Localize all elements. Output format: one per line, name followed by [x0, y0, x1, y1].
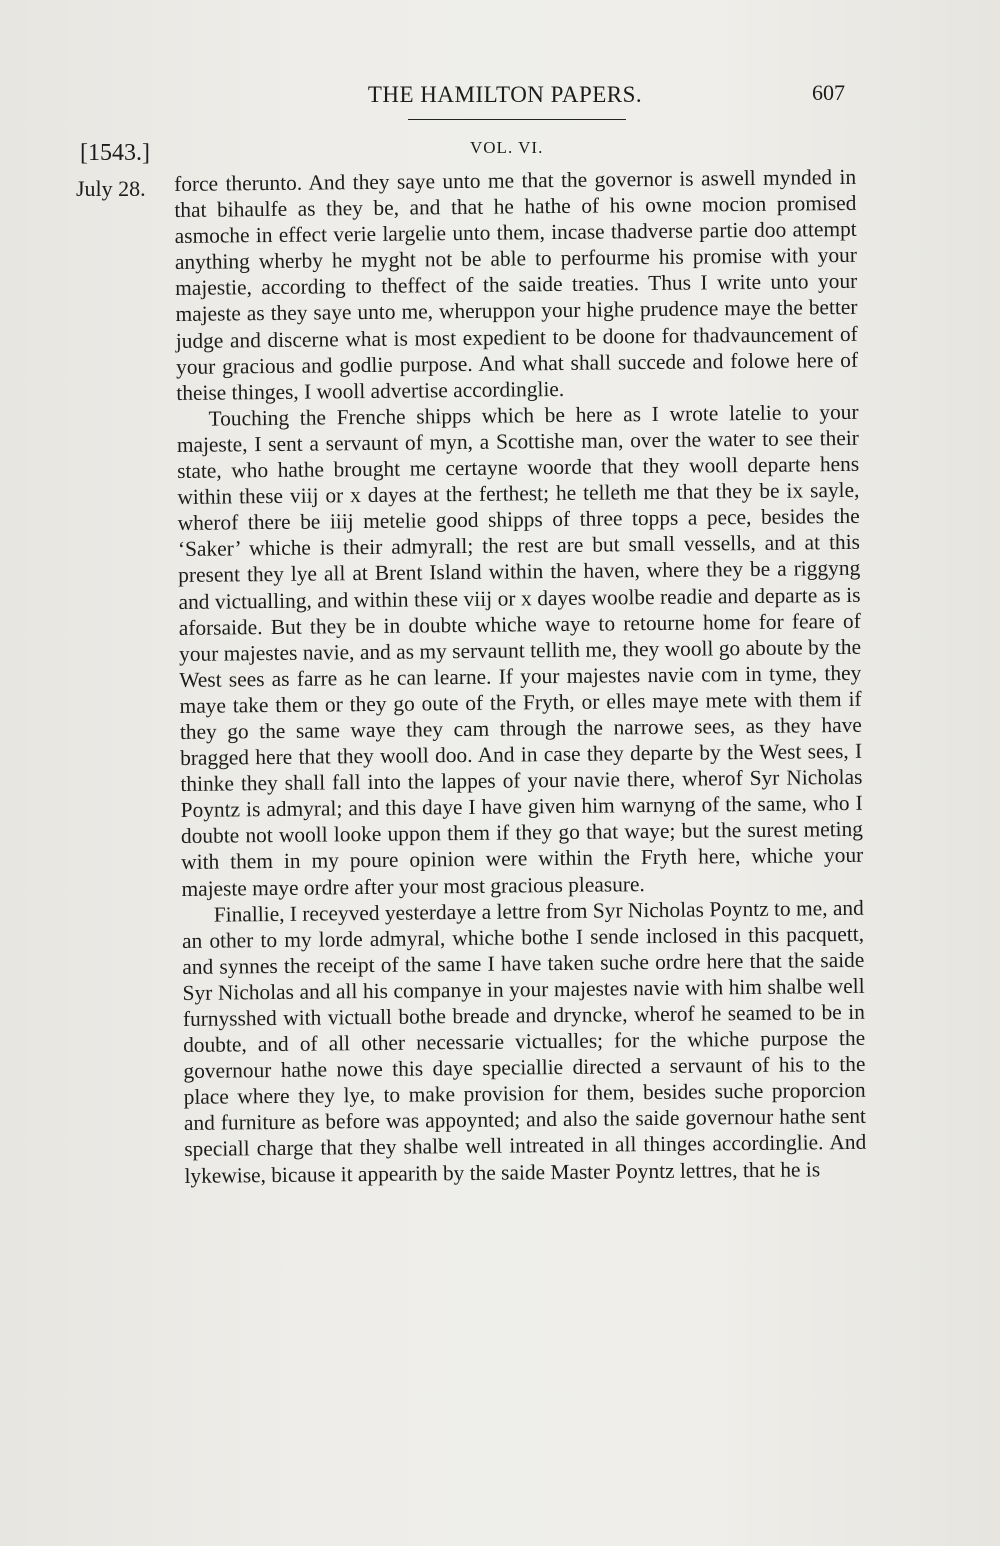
letter-body [174, 164, 867, 1189]
paragraph-1: force therunto. And they saye unto me that the governor is aswell mynded in that bihaulfe as they be, and that he hathe of his owne mocion promised asmoche in effect verie largelie unto them, incase thadverse partie doo attempt anything wherby he myght not be able to perfourme his promise with your majestie, according to theffect of the saide treaties. Thus I write unto your majeste as they saye unto me, wheruppon your highe prudence maye the better judge and discerne what is most expedient to be doone for thadvauncement of your gracious and godlie purpose. And what shall succede and folowe here of theise thinges, I wooll advertise accordinglie. [174, 164, 859, 405]
margin-date: July 28. [76, 176, 146, 201]
paragraph-2: Touching the Frenche shipps which be here as I wrote latelie to your majeste, I sent a servaunt of myn, a Scottishe man, over the water to see their state, who hathe brought me certayne woorde that they wooll departe hens within these viij or x dayes at the ferthest; he telleth me that they be ix sayle, wherof there be iiij metelie good shipps of three topps a pece, besides the ‘Saker’ whiche is their admyrall; the rest are but small vessells, and at this present they lye all at Brent Island within the haven, where they be a riggyng and victualling, and within these viij or x dayes woolbe readie and departe as is aforsaide. But they be in doubte whiche waye to retourne home for feare of your majestes navie, and as my servaunt tellith me, they wooll go aboute by the West sees as farre as he can learne. If your majestes navie com in tyme, they maye take them or they go oute of the Fryth, or elles maye mete with them if they go the same waye they cam through the narrowe sees, as they have bragged here that they wooll doo. And in case they departe by the West sees, I thinke they shall fall into the lappes of your navie there, wherof Syr Nicholas Poyntz is admyral; and this daye I have given him warnyng of the same, who I doubte not wooll looke uppon them if they go that waye; but the surest meting with them in my poure opinion were within the Fryth here, whiche your majeste maye ordre after your most gracious pleasure. [176, 399, 864, 901]
margin-year: [1543.] [80, 140, 150, 166]
paragraph-3: Finallie, I receyved yesterdaye a lettre from Syr Nicholas Poyntz to me, and an other to my lorde admyral, whiche bothe I sende inclosed in this pacquett, and synnes the receipt of the same I have taken suche ordre here that the saide Syr Nicholas and all his companye in your majestes navie with him shalbe well furnysshed with victuall bothe breade and dryncke, wherof he seamed to be in doubte, and of all other necessarie victualles; for the whiche purpose the governour hathe nowe this daye speciallie directed a servaunt of his to the place where they lye, to make provision for them, besides suche proporcion and furniture as before was appoynted; and also the saide governour hathe sent speciall charge that they shalbe well intreated in all thinges accordinglie. And lykewise, bicause it appearith by the saide Master Poyntz lettres, that he is [181, 895, 867, 1188]
volume-label: VOL. VI. [470, 138, 544, 157]
page-number: 607 [812, 80, 845, 105]
running-head-title: THE HAMILTON PAPERS. [367, 82, 643, 107]
header-rule [408, 119, 626, 120]
